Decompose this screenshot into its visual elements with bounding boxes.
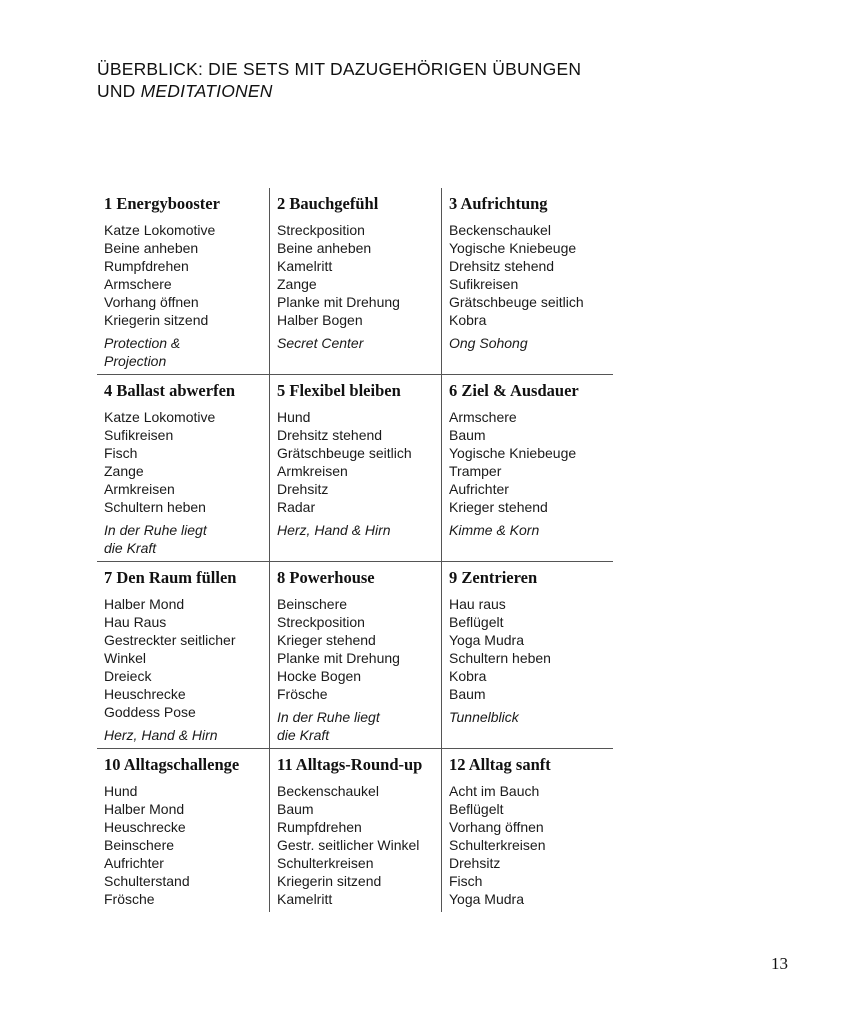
exercise-item: Winkel [104,650,147,666]
page-heading [97,58,697,102]
meditation-label [449,521,605,539]
exercise-item: Gestreckter seitlicher [104,632,236,648]
exercise-item: Baum [449,427,486,443]
meditation-label [449,334,605,352]
meditation-line: Projection [104,353,167,369]
exercise-item: Zange [277,276,317,292]
meditation-line: Herz, Hand & Hirn [104,727,218,743]
exercise-item: Yogische Kniebeuge [449,445,577,461]
set-cell [441,562,613,748]
exercise-item: Kriegerin sitzend [277,873,382,889]
sets-table [97,188,613,912]
meditation-line: Tunnelblick [449,709,519,725]
exercise-item: Beckenschaukel [277,783,379,799]
set-title: 6 Ziel & Ausdauer [449,381,579,400]
exercise-item: Kamelritt [277,891,333,907]
exercise-item: Fisch [104,445,138,461]
exercise-item: Schulterstand [104,873,190,889]
exercise-item: Armkreisen [277,463,348,479]
exercise-item: Kriegerin sitzend [104,312,209,328]
set-cell [97,375,269,561]
exercise-item: Vorhang öffnen [449,819,544,835]
heading-line-2 [97,80,697,102]
exercise-item: Beflügelt [449,801,504,817]
meditation-label [277,334,433,352]
exercise-item: Yogische Kniebeuge [449,240,577,256]
exercise-item: Streckposition [277,614,365,630]
exercise-item: Schulterkreisen [277,855,374,871]
meditation-line: Secret Center [277,335,364,351]
exercise-item: Radar [277,499,316,515]
exercise-item: Kamelritt [277,258,333,274]
exercise-item: Grätschbeuge seitlich [449,294,584,310]
exercise-item: Sufikreisen [449,276,519,292]
exercise-item: Schultern heben [104,499,206,515]
set-cell [269,562,441,748]
set-title: 1 Energybooster [104,194,220,213]
exercise-item: Streckposition [277,222,365,238]
exercise-item: Rumpfdrehen [277,819,362,835]
exercise-item: Heuschrecke [104,686,186,702]
exercise-item: Beinschere [277,596,348,612]
set-cell [97,562,269,748]
exercise-item: Hocke Bogen [277,668,362,684]
exercise-item: Beckenschaukel [449,222,551,238]
exercise-item: Armschere [104,276,172,292]
exercise-item: Beine anheben [104,240,199,256]
exercise-item: Hau Raus [104,614,167,630]
exercise-item: Frösche [277,686,328,702]
set-cell [269,375,441,561]
set-title: 7 Den Raum füllen [104,568,237,587]
exercise-item: Drehsitz stehend [449,258,555,274]
set-title: 10 Alltagschallenge [104,755,240,774]
heading-line-2-plain: UND [97,81,141,101]
page-number: 13 [771,954,788,973]
meditation-label [277,708,433,744]
exercise-item: Hund [277,409,311,425]
exercise-item: Gestr. seitlicher Winkel [277,837,420,853]
meditation-label [104,521,261,557]
set-cell [441,749,613,912]
meditation-label [104,726,261,744]
exercise-item: Yoga Mudra [449,632,524,648]
meditation-line: Protection & [104,335,181,351]
meditation-label [104,334,261,370]
set-cell [269,188,441,374]
exercise-item: Heuschrecke [104,819,186,835]
meditation-line: In der Ruhe liegt [277,709,380,725]
exercise-item: Kobra [449,312,487,328]
exercise-item: Katze Lokomotive [104,409,216,425]
exercise-item: Beine anheben [277,240,372,256]
exercise-item: Krieger stehend [449,499,548,515]
heading-line-1: ÜBERBLICK: DIE SETS MIT DAZUGEHÖRIGEN ÜBUNGEN [97,59,582,79]
set-title: 5 Flexibel bleiben [277,381,401,400]
exercise-item: Aufrichter [449,481,509,497]
set-cell [97,749,269,912]
set-title: 2 Bauchgefühl [277,194,379,213]
exercise-item: Hund [104,783,138,799]
exercise-item: Aufrichter [104,855,164,871]
set-title: 4 Ballast abwerfen [104,381,236,400]
exercise-item: Beinschere [104,837,175,853]
exercise-item: Katze Lokomotive [104,222,216,238]
set-cell [441,375,613,561]
exercise-item: Halber Mond [104,801,185,817]
exercise-item: Kobra [449,668,487,684]
exercise-item: Planke mit Drehung [277,294,400,310]
meditation-line: die Kraft [277,727,330,743]
meditation-line: die Kraft [104,540,157,556]
exercise-item: Planke mit Drehung [277,650,400,666]
exercise-item: Beflügelt [449,614,504,630]
exercise-item: Yoga Mudra [449,891,524,907]
meditation-line: In der Ruhe liegt [104,522,207,538]
exercise-item: Armschere [449,409,517,425]
exercise-item: Tramper [449,463,502,479]
exercise-item: Sufikreisen [104,427,174,443]
exercise-item: Zange [104,463,144,479]
exercise-item: Halber Mond [104,596,185,612]
exercise-item: Hau raus [449,596,506,612]
set-cell [97,188,269,374]
exercise-item: Rumpfdrehen [104,258,189,274]
exercise-item: Krieger stehend [277,632,376,648]
meditation-line: Herz, Hand & Hirn [277,522,391,538]
exercise-item: Baum [277,801,314,817]
exercise-item: Schultern heben [449,650,551,666]
heading-line-2-italic: MEDITATIONEN [140,81,273,101]
set-cell [441,188,613,374]
exercise-item: Goddess Pose [104,704,196,720]
meditation-line: Ong Sohong [449,335,528,351]
exercise-item: Acht im Bauch [449,783,540,799]
meditation-line: Kimme & Korn [449,522,540,538]
meditation-label [277,521,433,539]
exercise-item: Drehsitz stehend [277,427,383,443]
exercise-item: Drehsitz [277,481,329,497]
exercise-item: Baum [449,686,486,702]
exercise-item: Fisch [449,873,483,889]
set-title: 8 Powerhouse [277,568,375,587]
exercise-item: Vorhang öffnen [104,294,199,310]
exercise-item: Halber Bogen [277,312,363,328]
exercise-item: Schulterkreisen [449,837,546,853]
exercise-item: Grätschbeuge seitlich [277,445,412,461]
set-title: 11 Alltags-Round-up [277,755,423,774]
set-title: 3 Aufrichtung [449,194,548,213]
set-title: 12 Alltag sanft [449,755,551,774]
exercise-item: Dreieck [104,668,152,684]
exercise-item: Armkreisen [104,481,175,497]
exercise-item: Frösche [104,891,155,907]
meditation-label [449,708,605,726]
set-title: 9 Zentrieren [449,568,538,587]
exercise-item: Drehsitz [449,855,501,871]
set-cell [269,749,441,912]
